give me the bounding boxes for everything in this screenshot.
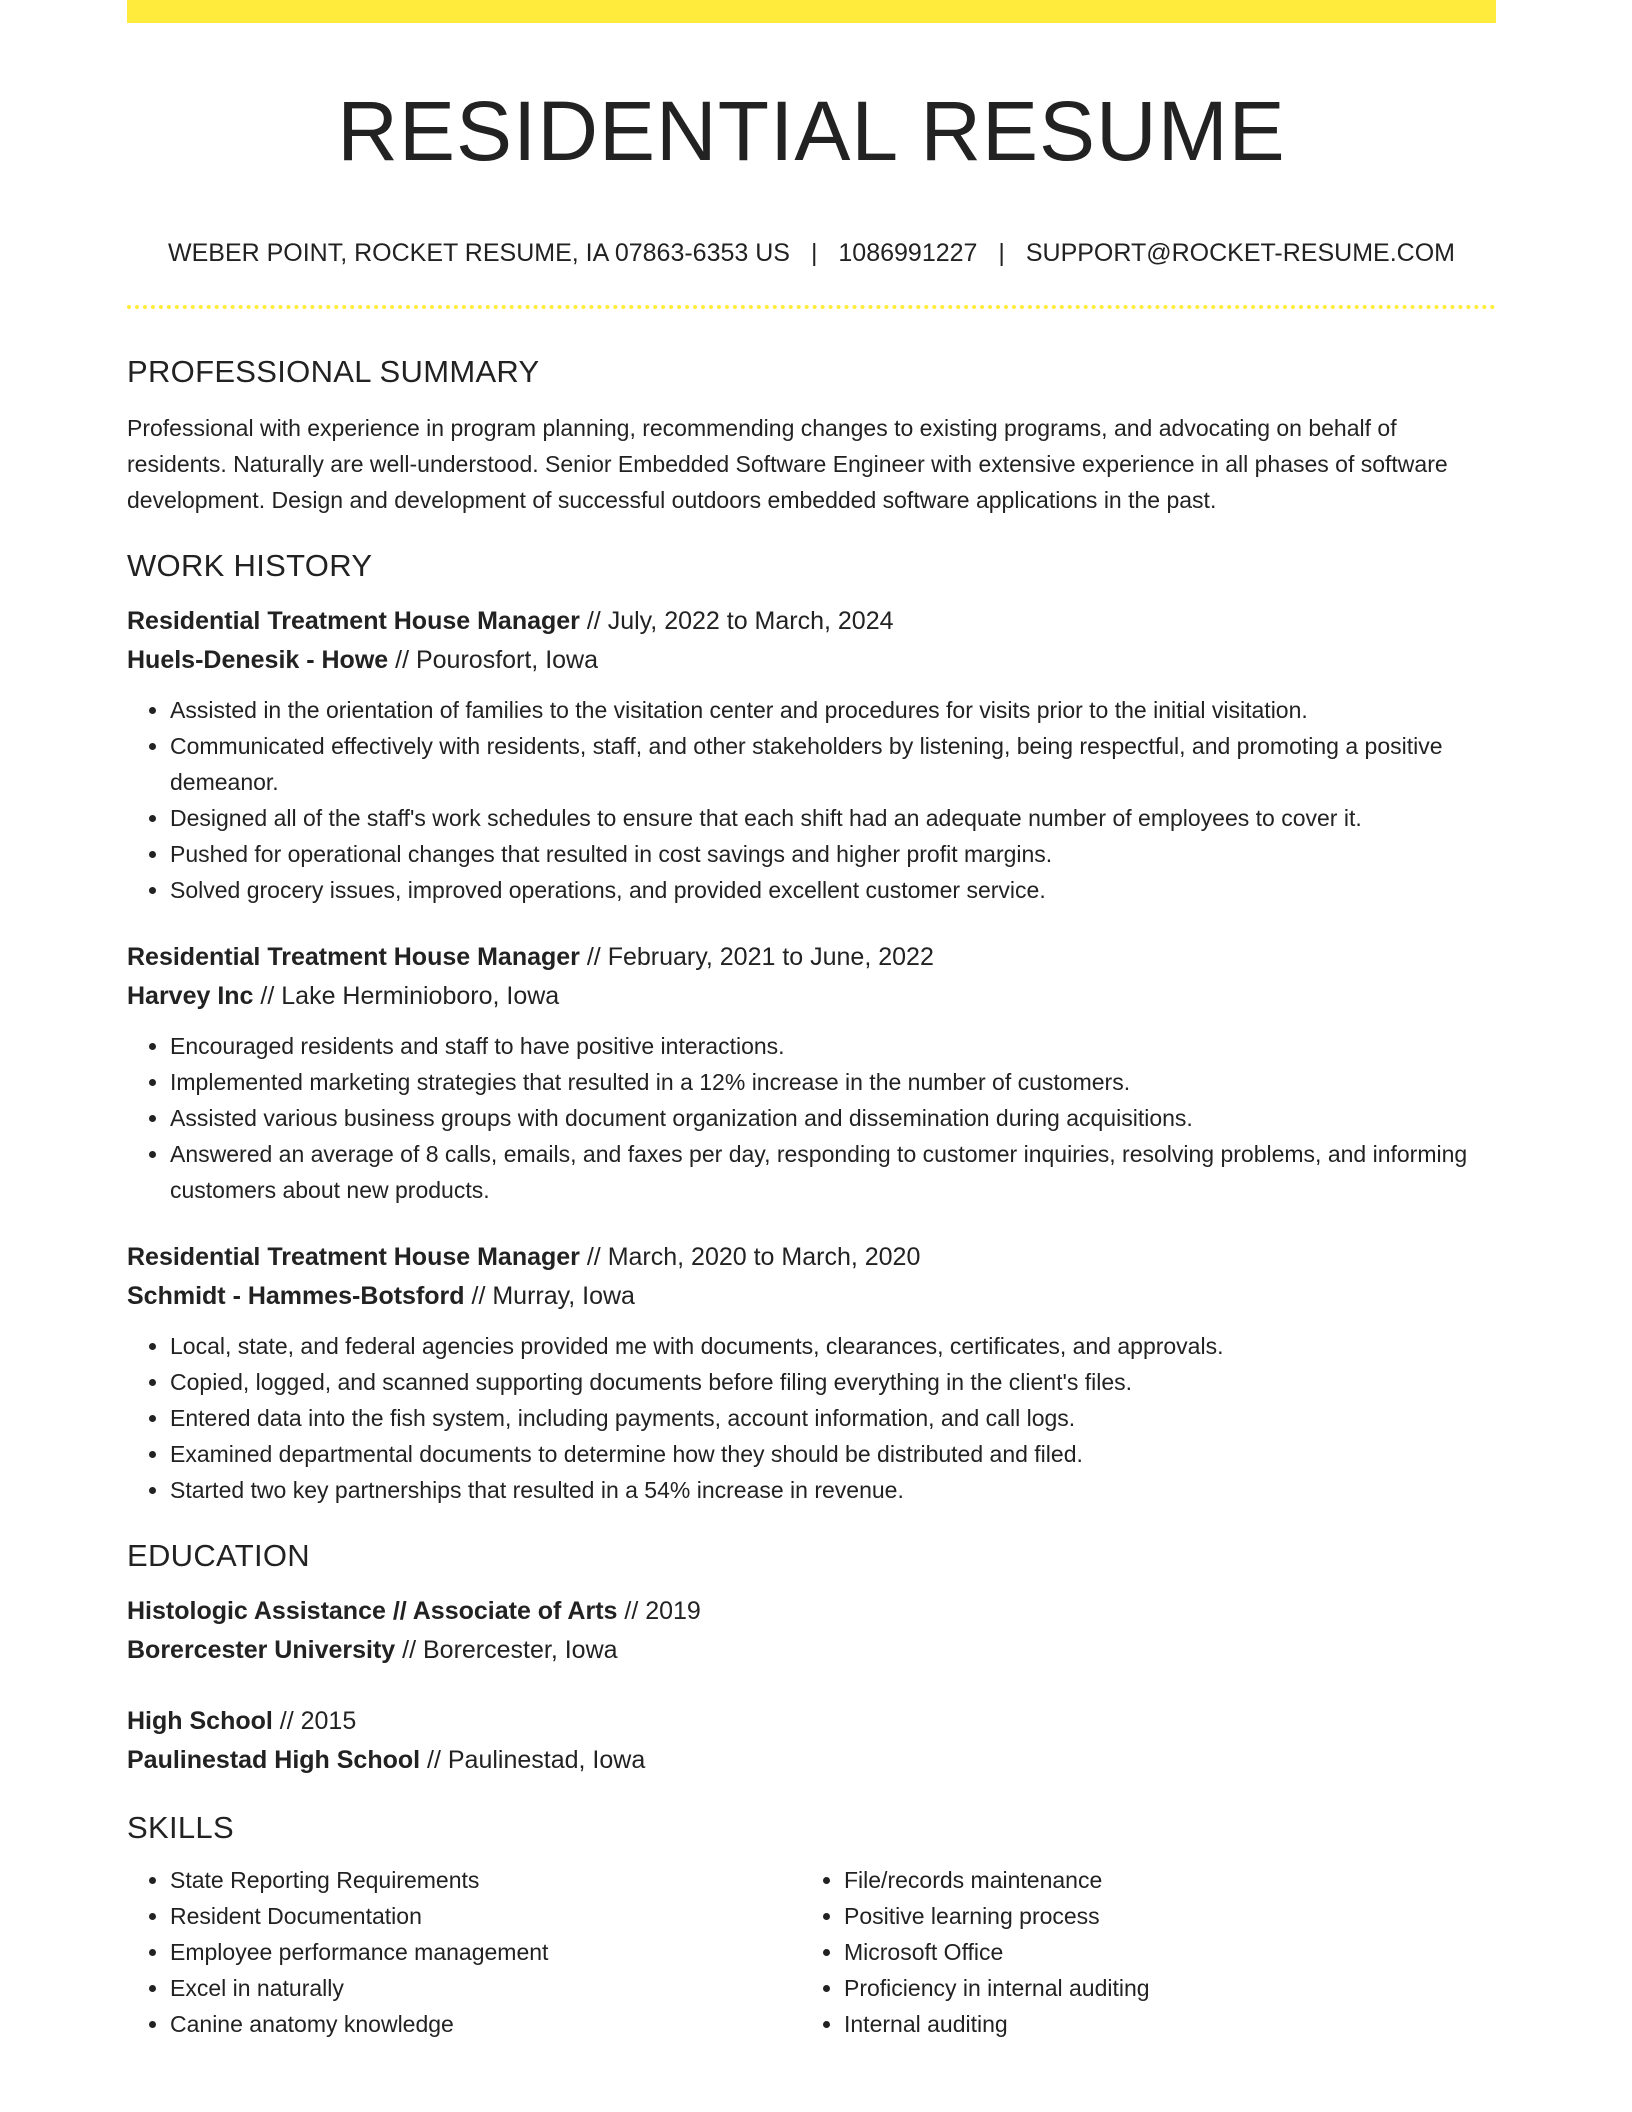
- education-degree: High School: [127, 1707, 273, 1735]
- education-degree-line: [127, 1592, 1496, 1631]
- list-item: • Pushed for operational changes that resulted in cost savings and higher profit margins.: [170, 836, 1496, 872]
- skills-section: [127, 1808, 1496, 2042]
- education-year: // 2015: [279, 1707, 357, 1735]
- job-title: Residential Treatment House Manager: [127, 943, 580, 971]
- skill-item: • Employee performance management: [170, 1934, 800, 1970]
- skill-item: • Excel in naturally: [170, 1970, 800, 2006]
- section-heading-education: EDUCATION: [127, 1538, 310, 1573]
- job-company: Harvey Inc: [127, 982, 254, 1010]
- list-item: • Examined departmental documents to determine how they should be distributed and filed.: [170, 1436, 1496, 1472]
- contact-email: SUPPORT@ROCKET-RESUME.COM: [1025, 239, 1455, 267]
- job-bullets: [127, 1028, 1496, 1208]
- job-location: // Murray, Iowa: [471, 1282, 635, 1310]
- list-item: • Solved grocery issues, improved operations, and provided excellent customer service.: [170, 872, 1496, 908]
- education-degree: Histologic Assistance // Associate of Arts: [127, 1597, 618, 1625]
- education-school: Paulinestad High School: [127, 1746, 421, 1774]
- education-entry: [127, 1592, 1496, 1670]
- job-location: // Pourosfort, Iowa: [395, 646, 599, 674]
- list-item: • Designed all of the staff's work schedules to ensure that each shift had an adequate number of employees to cover it.: [170, 800, 1496, 836]
- job-bullets: [127, 1328, 1496, 1508]
- job-dates: // February, 2021 to June, 2022: [586, 943, 934, 971]
- skills-list-left: [127, 1862, 800, 2042]
- job-location: // Lake Herminioboro, Iowa: [260, 982, 560, 1010]
- skills-list-right: [800, 1862, 1474, 2042]
- job-company-line: [127, 641, 1496, 680]
- list-item: • Entered data into the fish system, including payments, account information, and call logs.: [170, 1400, 1496, 1436]
- job-entry: [127, 938, 1496, 1208]
- summary-text: Professional with experience in program planning, recommending changes to existing programs, and advocating on behalf of residents. Naturally are well-understood. Senior Embedded Software Engineer with extensive experience in all phases of software development. Design and development of successful outdoors embedded software applications in the past.: [127, 415, 1448, 513]
- education-degree-line: [127, 1702, 1496, 1741]
- job-company: Huels-Denesik - Howe: [127, 646, 389, 674]
- section-heading-skills: SKILLS: [127, 1810, 234, 1845]
- list-item: • Copied, logged, and scanned supporting documents before filing everything in the client's files.: [170, 1364, 1496, 1400]
- contact-phone: 1086991227: [838, 239, 978, 267]
- skill-item: • Proficiency in internal auditing: [844, 1970, 1474, 2006]
- job-title: Residential Treatment House Manager: [127, 607, 580, 635]
- section-heading-work: WORK HISTORY: [127, 548, 373, 583]
- job-company-line: [127, 977, 1496, 1016]
- list-item: • Answered an average of 8 calls, emails, and faxes per day, responding to customer inquiries, resolving problems, and informing customers about new products.: [170, 1136, 1496, 1208]
- contact-line: [127, 236, 1496, 270]
- header-divider: [127, 305, 1496, 309]
- skill-item: • State Reporting Requirements: [170, 1862, 800, 1898]
- education-school-line: [127, 1631, 1496, 1670]
- education-location: // Paulinestad, Iowa: [427, 1746, 646, 1774]
- job-entry: [127, 602, 1496, 908]
- skill-item: • Canine anatomy knowledge: [170, 2006, 800, 2042]
- job-title: Residential Treatment House Manager: [127, 1243, 580, 1271]
- page-title: RESIDENTIAL RESUME: [337, 84, 1286, 178]
- list-item: • Encouraged residents and staff to have positive interactions.: [170, 1028, 1496, 1064]
- list-item: • Started two key partnerships that resulted in a 54% increase in revenue.: [170, 1472, 1496, 1508]
- skill-item: • File/records maintenance: [844, 1862, 1474, 1898]
- job-company-line: [127, 1277, 1496, 1316]
- skill-item: • Internal auditing: [844, 2006, 1474, 2042]
- section-heading-summary: PROFESSIONAL SUMMARY: [127, 354, 540, 389]
- skills-columns: [127, 1862, 1496, 2042]
- contact-separator: |: [998, 239, 1005, 267]
- list-item: • Local, state, and federal agencies provided me with documents, clearances, certificates, and approvals.: [170, 1328, 1496, 1364]
- list-item: • Implemented marketing strategies that resulted in a 12% increase in the number of customers.: [170, 1064, 1496, 1100]
- list-item: • Communicated effectively with residents, staff, and other stakeholders by listening, being respectful, and promoting a positive demeanor.: [170, 728, 1496, 800]
- job-dates: // July, 2022 to March, 2024: [586, 607, 894, 635]
- summary-section: [127, 352, 1496, 518]
- education-location: // Borercester, Iowa: [402, 1636, 618, 1664]
- contact-address: WEBER POINT, ROCKET RESUME, IA 07863-6353 US: [168, 239, 790, 267]
- job-bullets: [127, 692, 1496, 908]
- education-section: [127, 1536, 1496, 1780]
- job-title-line: [127, 602, 1496, 641]
- education-entry: [127, 1702, 1496, 1780]
- skill-item: • Microsoft Office: [844, 1934, 1474, 1970]
- job-company: Schmidt - Hammes-Botsford: [127, 1282, 465, 1310]
- list-item: • Assisted in the orientation of families to the visitation center and procedures for visits prior to the initial visitation.: [170, 692, 1496, 728]
- job-entry: [127, 1238, 1496, 1508]
- contact-separator: |: [810, 239, 818, 267]
- job-title-line: [127, 1238, 1496, 1277]
- skill-item: • Positive learning process: [844, 1898, 1474, 1934]
- list-item: • Assisted various business groups with document organization and dissemination during acquisitions.: [170, 1100, 1496, 1136]
- education-school: Borercester University: [127, 1636, 396, 1664]
- education-school-line: [127, 1741, 1496, 1780]
- resume-content: [127, 352, 1496, 2042]
- job-dates: // March, 2020 to March, 2020: [586, 1243, 921, 1271]
- skill-item: • Resident Documentation: [170, 1898, 800, 1934]
- education-year: // 2019: [624, 1597, 701, 1625]
- job-title-line: [127, 938, 1496, 977]
- work-history-section: [127, 546, 1496, 1508]
- top-accent-bar: [127, 0, 1496, 23]
